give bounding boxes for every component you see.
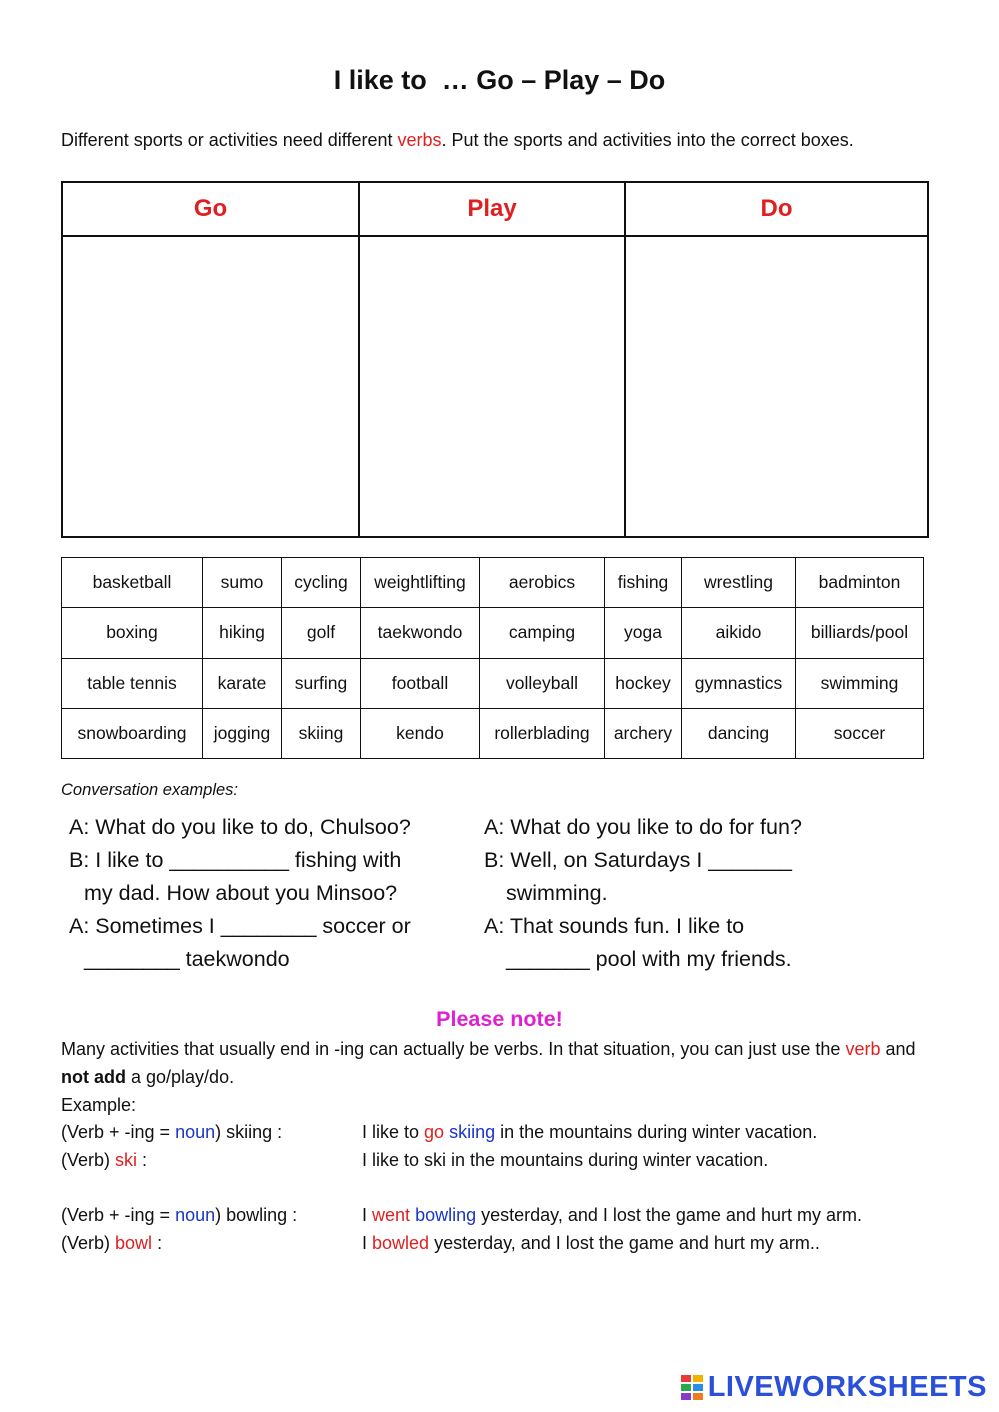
example-text: I [362, 1205, 373, 1225]
note-bold-words: not add [61, 1067, 126, 1087]
word-tile[interactable]: hiking [203, 608, 282, 658]
conversation-label: Conversation examples: [61, 781, 239, 799]
word-tile[interactable]: aerobics [480, 558, 605, 608]
word-tile[interactable]: snowboarding [62, 708, 203, 758]
liveworksheets-logo-icon [681, 1374, 705, 1400]
liveworksheets-logo[interactable] [681, 1370, 987, 1404]
word-tile[interactable]: fishing [605, 558, 682, 608]
word-tile[interactable]: sumo [203, 558, 282, 608]
word-bank-row [62, 658, 924, 708]
word-tile[interactable]: volleyball [480, 658, 605, 708]
page-title: I like to … Go – Play – Do [333, 65, 666, 95]
word-tile[interactable]: swimming [796, 658, 924, 708]
drop-zone-play[interactable] [359, 236, 625, 537]
example-verb: went [372, 1205, 411, 1225]
word-tile[interactable]: skiing [282, 708, 361, 758]
word-tile[interactable]: aikido [682, 608, 796, 658]
word-tile[interactable]: jogging [203, 708, 282, 758]
liveworksheets-logo-text: LIVEWORKSHEETS [707, 1371, 987, 1403]
intro-highlight-verbs: verbs [397, 130, 442, 150]
example-noun: bowling [415, 1205, 477, 1225]
word-tile[interactable]: karate [203, 658, 282, 708]
word-tile[interactable]: archery [605, 708, 682, 758]
word-tile[interactable]: dancing [682, 708, 796, 758]
example-label: Example: [61, 1095, 137, 1115]
example-right-1 [362, 1118, 817, 1146]
note-text-3: a go/play/do. [126, 1067, 235, 1087]
example-left-3 [61, 1201, 297, 1229]
conversation-line: _______ pool with my friends. [506, 947, 792, 971]
example-verb: bowled [372, 1233, 430, 1253]
example-right-3 [362, 1201, 862, 1229]
example-verb: ski [115, 1150, 138, 1170]
example-text: : [152, 1233, 163, 1253]
drop-zone-do[interactable] [625, 236, 928, 537]
conversation-right [484, 811, 802, 976]
word-tile[interactable]: wrestling [682, 558, 796, 608]
example-text: (Verb) [61, 1233, 116, 1253]
example-left-1 [61, 1118, 282, 1146]
word-tile[interactable]: billiards/pool [796, 608, 924, 658]
word-tile[interactable]: table tennis [62, 658, 203, 708]
word-tile[interactable]: hockey [605, 658, 682, 708]
header-play: Play [359, 182, 625, 236]
word-tile[interactable]: cycling [282, 558, 361, 608]
example-text: ) skiing : [215, 1122, 283, 1142]
example-verb: bowl [115, 1233, 153, 1253]
word-tile[interactable]: badminton [796, 558, 924, 608]
word-bank-row [62, 608, 924, 658]
header-do: Do [625, 182, 928, 236]
conversation-line: my dad. How about you Minsoo? [84, 881, 398, 905]
header-go: Go [62, 182, 359, 236]
example-noun: noun [175, 1205, 216, 1225]
conversation-line: A: Sometimes I ________ soccer or [69, 914, 411, 938]
example-text: (Verb) [61, 1150, 116, 1170]
drop-zone-go[interactable] [62, 236, 359, 537]
word-bank-row [62, 558, 924, 608]
conversation-line: ________ taekwondo [84, 947, 290, 971]
example-right-4 [362, 1229, 820, 1257]
example-noun: skiing [449, 1122, 496, 1142]
conversation-line: A: What do you like to do for fun? [484, 815, 802, 839]
example-text: I like to [362, 1122, 425, 1142]
word-tile[interactable]: surfing [282, 658, 361, 708]
word-tile[interactable]: football [361, 658, 480, 708]
example-text: : [137, 1150, 148, 1170]
conversation-line: swimming. [506, 881, 608, 905]
word-tile[interactable]: rollerblading [480, 708, 605, 758]
conversation-line: B: I like to __________ fishing with [69, 848, 402, 872]
word-tile[interactable]: kendo [361, 708, 480, 758]
example-text: in the mountains during winter vacation. [495, 1122, 818, 1142]
word-tile[interactable]: golf [282, 608, 361, 658]
word-tile[interactable]: soccer [796, 708, 924, 758]
note-text-2: and [880, 1039, 916, 1059]
example-noun: noun [175, 1122, 216, 1142]
example-text: (Verb + -ing = [61, 1205, 176, 1225]
word-tile[interactable]: yoga [605, 608, 682, 658]
conversation-line: A: What do you like to do, Chulsoo? [69, 815, 411, 839]
conversation-line: B: Well, on Saturdays I _______ [484, 848, 792, 872]
example-text: yesterday, and I lost the game and hurt my arm. [476, 1205, 862, 1225]
word-tile[interactable]: boxing [62, 608, 203, 658]
word-bank-row [62, 708, 924, 758]
conversation-left [69, 811, 411, 976]
intro-instructions [61, 126, 901, 154]
note-paragraph [61, 1035, 941, 1119]
intro-text-start: Different sports or activities need different [61, 130, 398, 150]
word-tile[interactable]: weightlifting [361, 558, 480, 608]
word-tile[interactable]: basketball [62, 558, 203, 608]
example-text: I [362, 1233, 373, 1253]
note-text-1: Many activities that usually end in -ing can actually be verbs. In that situation, you can just use the [61, 1039, 846, 1059]
example-text: (Verb + -ing = [61, 1122, 176, 1142]
word-bank-table [61, 557, 924, 759]
example-left-2 [61, 1146, 147, 1174]
example-left-4 [61, 1229, 162, 1257]
example-text: ) bowling : [215, 1205, 298, 1225]
example-verb: go [424, 1122, 445, 1142]
word-tile[interactable]: taekwondo [361, 608, 480, 658]
example-right-2: I like to ski in the mountains during winter vacation. [362, 1150, 769, 1170]
sorting-table [61, 181, 929, 538]
word-tile[interactable]: camping [480, 608, 605, 658]
intro-text-end: . Put the sports and activities into the correct boxes. [441, 130, 854, 150]
word-tile[interactable]: gymnastics [682, 658, 796, 708]
example-text: yesterday, and I lost the game and hurt my arm.. [429, 1233, 820, 1253]
conversation-line: A: That sounds fun. I like to [484, 914, 745, 938]
note-title: Please note! [436, 1007, 563, 1031]
note-verb-word: verb [845, 1039, 881, 1059]
